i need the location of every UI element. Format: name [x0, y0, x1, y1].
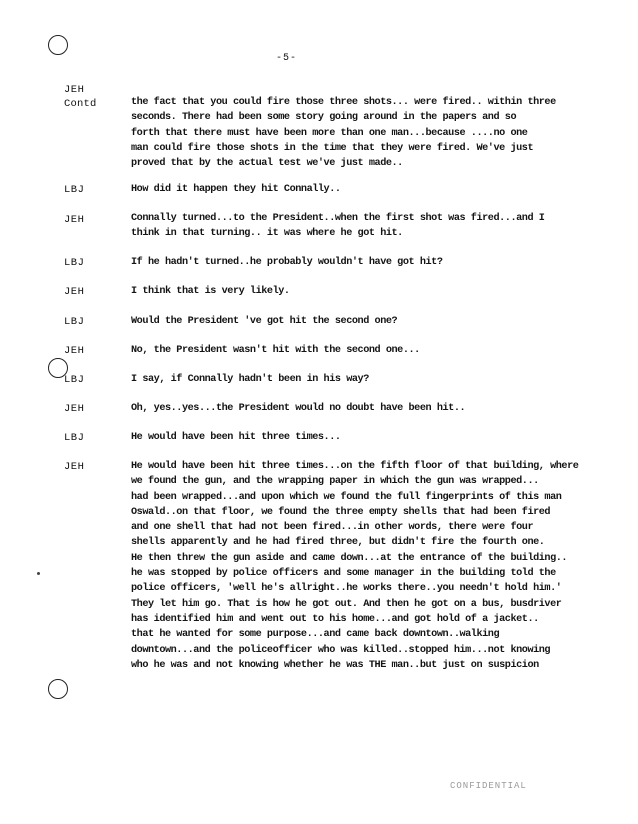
speech-line: He would have been hit three times... [131, 432, 341, 443]
speech-block [131, 343, 629, 358]
speech-line: forth that there must have been more than one man...because ....no one [131, 127, 528, 139]
speech-line: I think that is very likely. [131, 286, 290, 297]
punch-hole-top [48, 35, 68, 55]
speech-line: proved that by the actual test we've just made.. [131, 158, 403, 170]
speech-line: and one shell that had not been fired...in other words, there were four [131, 522, 534, 534]
speech-line: we found the gun, and the wrapping paper in which the gun was wrapped... [131, 476, 539, 488]
speech-line: has identified him and went out to his home...and got hold of a jacket.. [131, 613, 539, 625]
speech-block [131, 430, 629, 445]
speech-line: Oh, yes..yes...the President would no doubt have been hit.. [131, 403, 466, 414]
speech-block [131, 372, 629, 387]
speech-block [131, 95, 629, 171]
classification-stamp: CONFIDENTIAL [450, 781, 527, 791]
speech-line: No, the President wasn't hit with the second one... [131, 345, 420, 356]
speech-block [131, 182, 629, 197]
speaker-label: JEH [64, 461, 85, 473]
speech-line: shells apparently and he had fired three, but didn't fire the fourth one. [131, 537, 545, 549]
speech-line: the fact that you could fire those three shots... were fired.. within three [131, 97, 556, 108]
speaker-label: JEH [64, 345, 85, 357]
margin-mark [37, 572, 40, 575]
speech-block [131, 255, 629, 270]
speech-line: They let him go. That is how he got out. And then he got on a bus, busdriver [131, 598, 562, 610]
speech-line: downtown...and the policeofficer who was killed..stopped him...not knowing [131, 644, 551, 656]
speech-line: If he hadn't turned..he probably wouldn't have got hit? [131, 257, 443, 268]
speech-line: had been wrapped...and upon which we found the full fingerprints of this man [131, 491, 562, 503]
speech-line: police officers, 'well he's allright..he works there..you needn't hold him.' [131, 583, 562, 595]
speech-line: man could fire those shots in the time that they were fired. We've just [131, 142, 534, 154]
punch-hole-bottom [48, 679, 68, 699]
speaker-label: LBJ [64, 432, 85, 444]
speech-block [131, 284, 629, 299]
speech-line: He would have been hit three times...on the fifth floor of that building, where [131, 461, 579, 472]
speech-line: Oswald..on that floor, we found the three empty shells that had been fired [131, 506, 551, 518]
speech-block [131, 459, 629, 673]
speech-line: Connally turned...to the President..when the first shot was fired...and I [131, 213, 545, 224]
speaker-label: JEH [64, 286, 85, 298]
page-number: -5- [276, 53, 298, 64]
speech-block [131, 314, 629, 329]
speech-line: I say, if Connally hadn't been in his way? [131, 374, 369, 385]
speech-line: Would the President 've got hit the second one? [131, 316, 398, 327]
speech-line: who he was and not knowing whether he was THE man..but just on suspicion [131, 659, 539, 671]
speaker-label: JEH [64, 214, 85, 226]
speech-line: he was stopped by police officers and some manager in the building told the [131, 568, 556, 580]
speech-line: that he wanted for some purpose...and came back downtown..walking [131, 629, 500, 641]
speech-line: How did it happen they hit Connally.. [131, 184, 341, 195]
speaker-label: LBJ [64, 184, 85, 196]
speaker-label: LBJ [64, 316, 85, 328]
speaker-label: LBJ [64, 257, 85, 269]
speech-block [131, 211, 629, 242]
speaker-label: JEH [64, 403, 85, 415]
speech-block [131, 401, 629, 416]
speech-line: seconds. There had been some story going around in the papers and so [131, 112, 517, 124]
speaker-continued-label: Contd [64, 98, 97, 110]
speech-line: He then threw the gun aside and came down...at the entrance of the building.. [131, 552, 568, 564]
speaker-label: LBJ [64, 374, 85, 386]
speech-line: think in that turning.. it was where he got hit. [131, 228, 403, 240]
speaker-label: JEH [64, 84, 85, 96]
